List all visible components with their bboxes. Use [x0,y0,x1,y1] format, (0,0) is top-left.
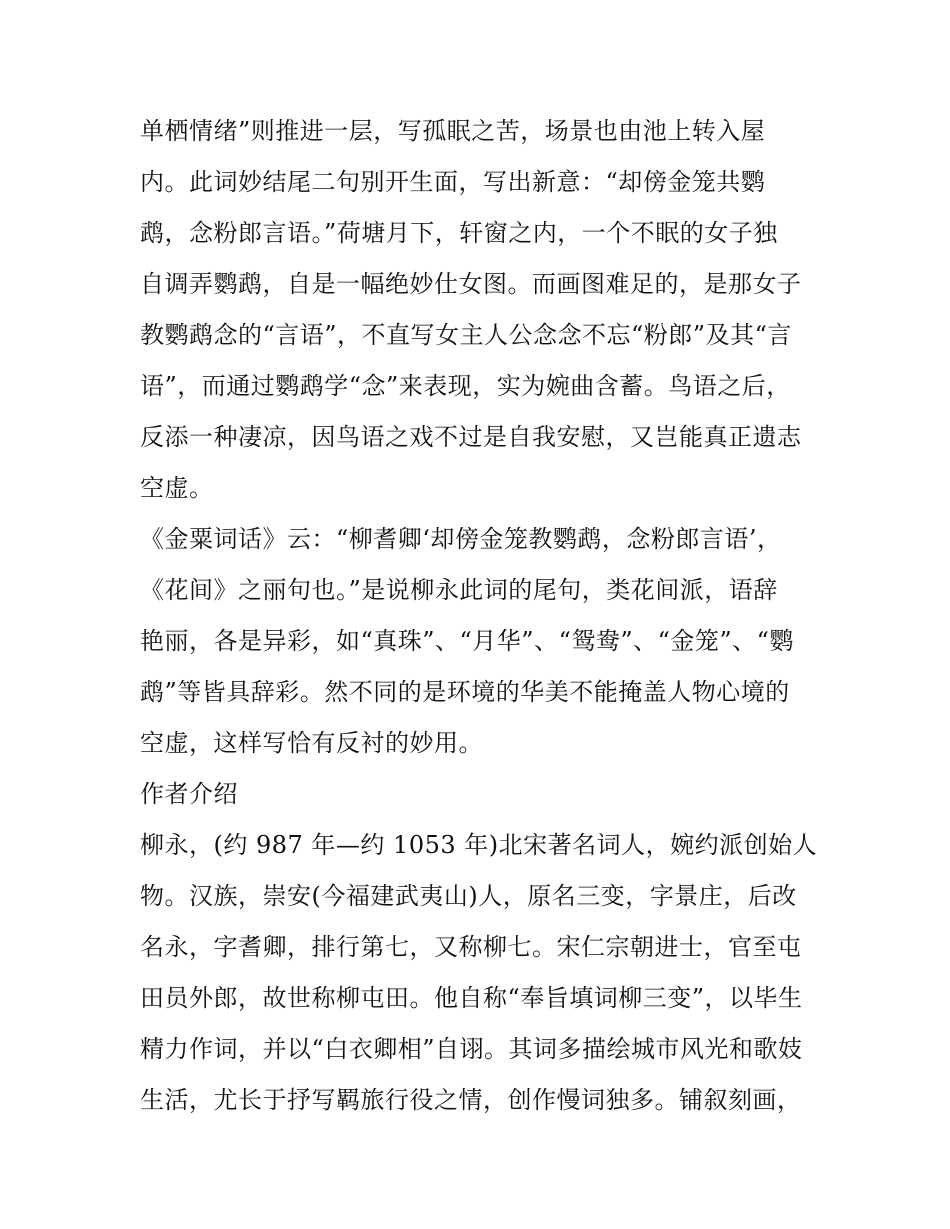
text-line: 语”，而通过鹦鹉学“念”来表现，实为婉曲含蓄。鸟语之后， [140,372,791,400]
text-line: 物。汉族，崇安(今福建武夷山)人，原名三变，字景庄，后改 [140,882,797,910]
text-line: 田员外郎，故世称柳屯田。他自称“奉旨填词柳三变”，以毕生 [140,984,803,1012]
document-body [140,106,820,1126]
text-line: 名永，字耆卿，排行第七，又称柳七。宋仁宗朝进士，官至屯 [140,933,802,961]
text-line: 空虚。 [140,474,214,502]
text-line: 单栖情绪”则推进一层，写孤眠之苦，场景也由池上转入屋 [140,117,766,145]
text-line: 空虚，这样写恰有反衬的妙用。 [140,729,483,757]
text-line: 自调弄鹦鹉，自是一幅绝妙仕女图。而画图难足的，是那女子 [140,270,802,298]
section-heading: 作者介绍 [140,780,238,808]
text-line: 反添一种凄凉，因鸟语之戏不过是自我安慰，又岂能真正遗志 [140,423,802,451]
text-line: 艳丽，各是异彩，如“真珠”、“月华”、“鸳鸯”、“金笼”、“鹦 [140,627,794,655]
text-line: 柳永，(约 987 年—约 1053 年)北宋著名词人，婉约派创始人 [140,831,818,859]
text-line: 《花间》之丽句也。”是说柳永此词的尾句，类花间派，语辞 [140,576,778,604]
text-line: 生活，尤长于抒写羁旅行役之情，创作慢词独多。铺叙刻画， [140,1086,802,1114]
text-line: 精力作词，并以“白衣卿相”自诩。其词多描绘城市风光和歌妓 [140,1035,803,1063]
text-line: 教鹦鹉念的“言语”，不直写女主人公念念不忘“粉郎”及其“言 [140,321,792,349]
text-line: 鹉，念粉郎言语。”荷塘月下，轩窗之内，一个不眠的女子独 [140,219,778,247]
text-line: 《金粟词话》云：“柳耆卿‘却傍金笼教鹦鹉，念粉郎言语’， [140,525,782,553]
text-line: 鹉”等皆具辞彩。然不同的是环境的华美不能掩盖人物心境的 [140,678,790,706]
text-line: 内。此词妙结尾二句别开生面，写出新意：“却傍金笼共鹦 [140,168,766,196]
